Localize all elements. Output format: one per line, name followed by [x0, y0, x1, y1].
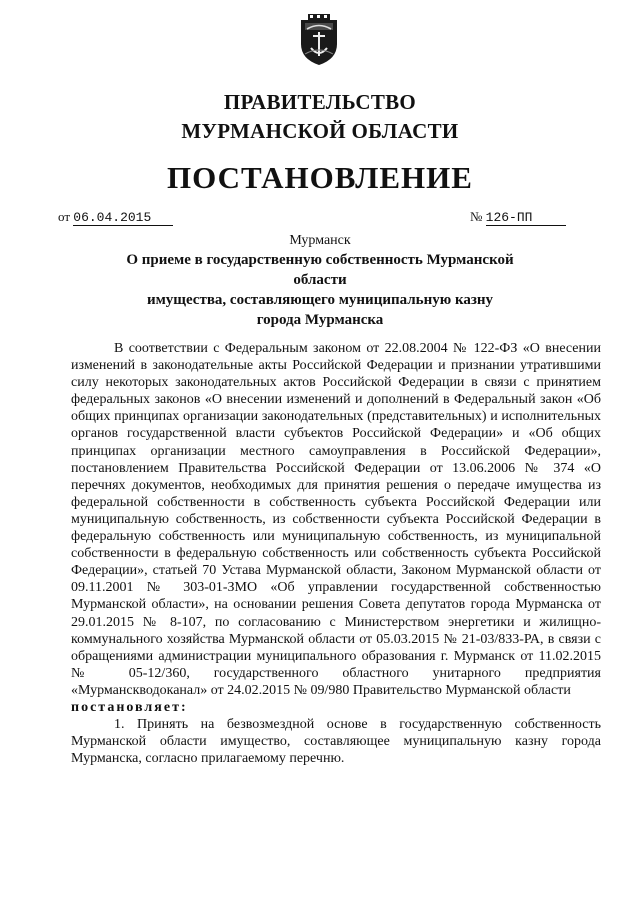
title-line-3: города Мурманска — [256, 312, 384, 328]
gov-line-1: ПРАВИТЕЛЬСТВО — [223, 90, 417, 114]
gov-line-2: МУРМАНСКОЙ ОБЛАСТИ — [181, 119, 459, 143]
document-date: 06.04.2015 — [73, 210, 173, 226]
document-title — [100, 250, 540, 330]
document-type: ПОСТАНОВЛЕНИЕ — [167, 160, 473, 195]
item-1-paragraph: 1. Принять на безвозмездной основе в государственную собственность Мурманской области имущество, составляющее муниципальную казну города Мурманска, согласно прилагаемому перечню. — [71, 717, 601, 767]
title-line-1: О приеме в государственную собственность Мурманской области — [126, 252, 514, 288]
document-body — [71, 340, 601, 767]
government-name — [0, 88, 640, 146]
coat-of-arms-icon — [299, 14, 339, 66]
preamble-paragraph: В соответствии с Федеральным законом от 22.08.2004 № 122-ФЗ «О внесении изменений в законодательные акты Российской Федерации и признании утратившими силу некоторых законодательных актов Российской Федерации в связи с принятием федеральных законов «О внесении изменений и дополнений в Федеральный закон «Об общих принципах организации законодательных (представительных) и исполнительных органов государственной власти субъектов Российской Федерации» и «Об общих принципах организации местного самоуправления в Российской Федерации», постановлением Правительства Российской Федерации от 13.06.2006 № 374 «О перечнях документов, необходимых для принятия решения о передаче имущества из федеральной собственности в собственность субъекта Российской Федерации или муниципальную собственность, из собственности субъекта Российской Федерации в федеральную собственность или муниципальную собственность, из муниципальной собственности в федеральную собственность или собственность субъекта Российской Федерации», статьей 70 Устава Мурманской области, Законом Мурманской области от 09.11.2001 № 303-01-ЗМО «Об управлении государственной собственностью Мурманской области», на основании решения Совета депутатов города Мурманска от 29.01.2015 № 8-107, по согласованию с Министерством энергетики и жилищно-коммунального хозяйства Мурманской области от 05.03.2015 № 21-03/833-РА, в связи с обращениями администрации муниципального образования г. Мурманск от 11.02.2015 № 05-12/360, государственного областного унитарного предприятия «Мурманскводоканал» от 24.02.2015 № 09/980 Правительство Мурманской области — [71, 341, 601, 698]
title-line-2: имущества, составляющего муниципальную казну — [146, 292, 494, 308]
resolve-word: постановляет: — [71, 699, 188, 715]
city: Мурманск — [289, 233, 351, 248]
date-prefix: от — [58, 209, 71, 224]
document-number: 126-ПП — [486, 210, 566, 226]
number-line — [470, 209, 566, 226]
number-prefix: № — [470, 209, 483, 224]
date-line — [58, 209, 173, 226]
